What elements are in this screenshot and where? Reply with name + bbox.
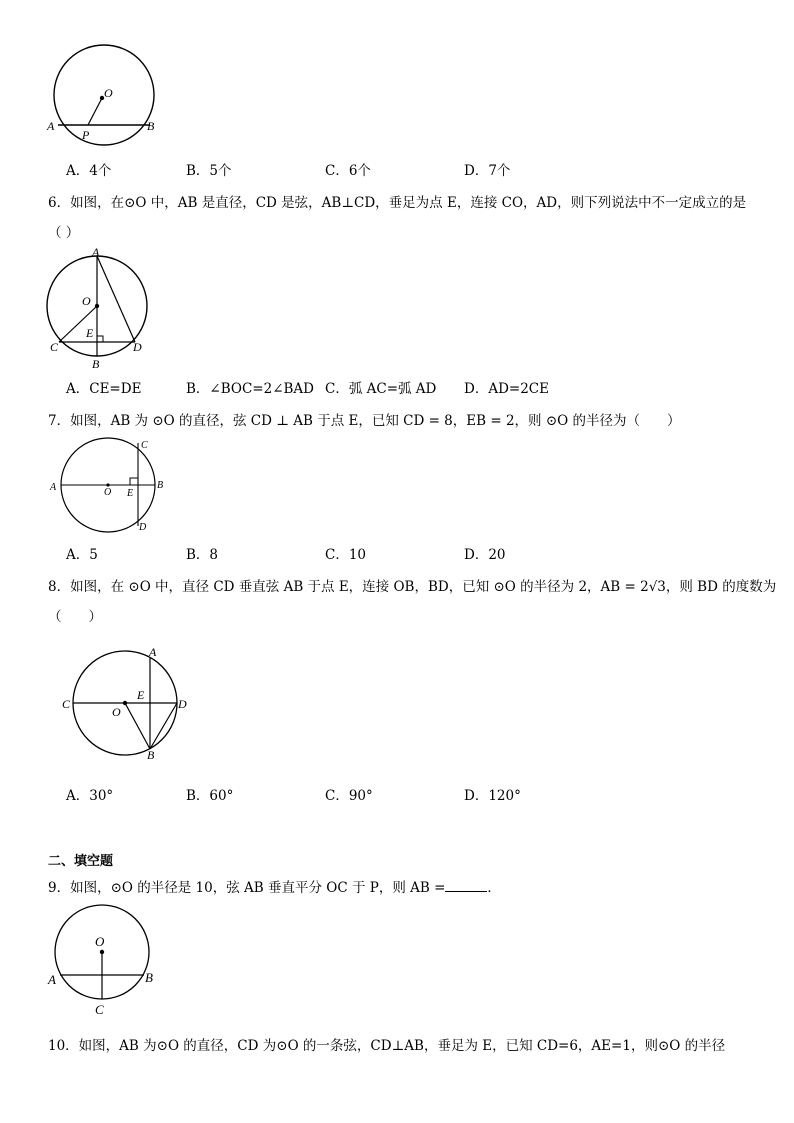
q6-label-d: D: [133, 340, 142, 354]
q5-option-b: B．5个: [186, 163, 232, 179]
q9-text-after: ．: [487, 880, 501, 896]
q8-question-text: 8．如图，在 ⊙O 中，直径 CD 垂直弦 AB 于点 E，连接 OB，BD，已知 ⊙O 的半径为 2，AB = 2√3，则 BD 的度数为: [48, 579, 777, 595]
q6-label-c: C: [50, 340, 59, 354]
q9-label-c: C: [95, 1002, 104, 1017]
q8-figure: [58, 643, 198, 763]
q5-label-a: A: [47, 119, 55, 133]
q5-option-c: C．6个: [325, 163, 371, 179]
q7-option-d: D．20: [464, 547, 506, 563]
q6-option-a: A．CE=DE: [66, 381, 142, 397]
q5-label-b: B: [147, 119, 155, 133]
q9-figure: [44, 904, 164, 1019]
q6-answer-paren: （ ）: [48, 225, 80, 241]
q7-option-b: B．8: [186, 547, 219, 563]
q6-label-o: O: [82, 294, 91, 308]
q7-label-e: E: [127, 488, 134, 499]
q9-label-a: A: [48, 972, 56, 987]
q9-question-text: [48, 876, 501, 896]
q8-option-c: C．90°: [325, 788, 373, 804]
q6-label-e: E: [86, 326, 94, 340]
q9-label-b: B: [145, 970, 153, 985]
q6-figure: [40, 245, 165, 370]
q5-figure: [40, 40, 170, 150]
q6-option-c: C．弧 AC=弧 AD: [325, 381, 437, 397]
q6-option-b: B．∠BOC=2∠BAD: [186, 381, 315, 397]
q5-label-p: P: [82, 128, 90, 142]
q8-label-e: E: [137, 688, 145, 702]
q8-answer-paren: （ ）: [48, 609, 102, 625]
q6-question-text: 6．如图，在⊙O 中，AB 是直径，CD 是弦，AB⊥CD，垂足为点 E，连接 CO，AD，则下列说法中不一定成立的是: [48, 195, 747, 211]
q7-label-b: B: [157, 480, 164, 491]
q5-option-a: A．4个: [66, 163, 112, 179]
q6-option-d: D．AD=2CE: [464, 381, 549, 397]
q7-figure: [44, 435, 172, 535]
q8-label-c: C: [62, 697, 71, 711]
q8-label-o: O: [112, 705, 121, 719]
q8-option-d: D．120°: [464, 788, 521, 804]
q7-label-d: D: [139, 522, 147, 533]
q8-label-d: D: [178, 697, 187, 711]
q5-label-o: O: [104, 86, 113, 100]
q6-label-b: B: [92, 357, 100, 371]
q7-label-a: A: [50, 482, 57, 493]
section-title-fill-in: 二、填空题: [48, 854, 114, 869]
q8-option-a: A．30°: [66, 788, 114, 804]
q9-text-before: 9．如图，⊙O 的半径是 10，弦 AB 垂直平分 OC 于 P，则 AB =: [48, 880, 446, 896]
q7-option-a: A．5: [66, 547, 98, 563]
q8-option-b: B．60°: [186, 788, 234, 804]
q8-label-a: A: [149, 645, 157, 659]
q9-answer-blank[interactable]: [445, 879, 487, 892]
q7-label-o: O: [104, 487, 112, 498]
q9-label-o: O: [95, 934, 105, 949]
q7-option-c: C．10: [325, 547, 367, 563]
q7-label-c: C: [141, 440, 148, 451]
q6-label-a: A: [92, 245, 100, 259]
q8-label-b: B: [147, 748, 155, 762]
q5-option-d: D．7个: [464, 163, 511, 179]
q7-question-text: 7．如图，AB 为 ⊙O 的直径，弦 CD ⊥ AB 于点 E，已知 CD = 8，EB = 2，则 ⊙O 的半径为（ ）: [48, 413, 681, 429]
q10-question-text: 10．如图，AB 为⊙O 的直径，CD 为⊙O 的一条弦，CD⊥AB，垂足为 E，已知 CD=6，AE=1，则⊙O 的半径: [48, 1038, 726, 1054]
